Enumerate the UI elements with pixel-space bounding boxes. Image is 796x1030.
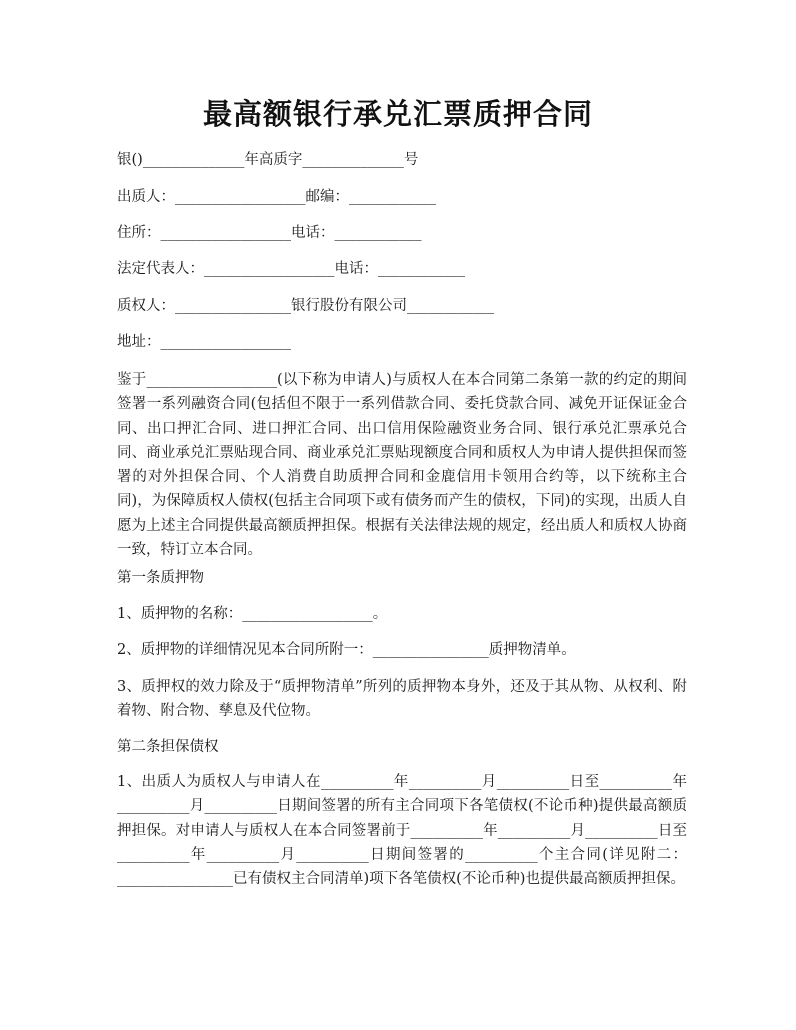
document-title: 最高额银行承兑汇票质押合同	[202, 97, 593, 131]
article-1-heading: 第一条质押物	[117, 570, 204, 586]
pledgor-line: 出质人：__________________邮编：____________	[117, 189, 436, 205]
pledgee-address-line: 地址：__________________	[117, 334, 291, 350]
article-1-item-3: 3、质押权的效力除及于“质押物清单”所列的质押物本身外，还及于其从物、从权利、附着物、附合物、孳息及代位物。	[117, 679, 687, 720]
article-1-item-2: 2、质押物的详细情况见本合同所附一：________________质押物清单。	[117, 642, 576, 658]
contract-number-line: 银()______________年高质字______________号	[117, 152, 419, 168]
article-2-heading: 第二条担保债权	[117, 739, 219, 755]
preamble-paragraph: 鉴于__________________(以下称为申请人)与质权人在本合同第二条第一款的约定的期间签署一系列融资合同(包括但不限于一系列借款合同、委托贷款合同、减免开证保证金合同、出口押汇合同、进口押汇合同、出口信用保险融资业务合同、银行承兑汇票承兑合同、商业承兑汇票贴现合同、商业承兑汇票贴现额度合同和质权人为申请人提供担保而签署的对外担保合同、个人消费自助质押合同和金鹿信用卡领用合约等，以下统称主合同)，为保障质权人债权(包括主合同项下或有债务而产生的债权，下同)的实现，出质人自愿为上述主合同提供最高额质押担保。根据有关法律法规的规定，经出质人和质权人协商一致，特订立本合同。	[117, 372, 687, 559]
article-2-item-1: 1、出质人为质权人与申请人在__________年__________月__________日至__________年__________月__________日期间签署的所有主合同项下各笔债权(不论币种)提供最高额质押担保。对申请人与质权人在本合同签署前于__________年__________月__________日至__________年__________月__________日期间签署的__________个主合同(详见附二：________________已有债权主合同清单)项下各笔债权(不论币种)也提供最高额质押担保。	[117, 774, 687, 888]
pledgee-line: 质权人：________________银行股份有限公司____________	[117, 298, 494, 314]
pledgor-address-line: 住所：__________________电话：____________	[117, 225, 422, 241]
legal-representative-line: 法定代表人：__________________电话：____________	[117, 261, 465, 277]
article-1-item-1: 1、质押物的名称：__________________。	[117, 606, 388, 622]
